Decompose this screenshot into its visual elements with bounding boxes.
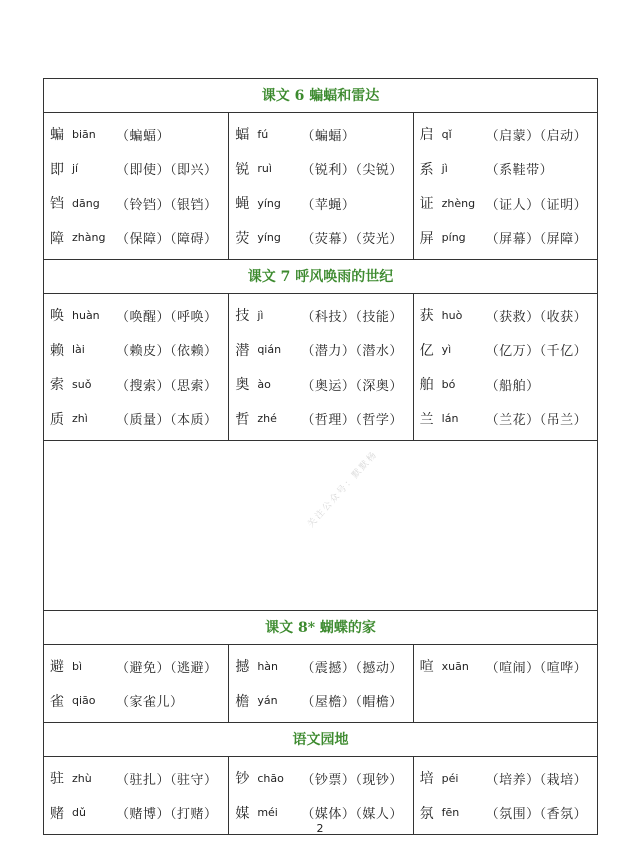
character: 哲 (235, 411, 250, 428)
pinyin: zhàng (72, 231, 106, 245)
example-words: （蝙蝠） (116, 128, 171, 144)
column (44, 645, 228, 722)
pinyin: bì (72, 659, 83, 673)
character: 潜 (235, 342, 250, 359)
pinyin: huò (441, 308, 463, 322)
vocab-entry (420, 117, 597, 152)
example-words: （搜索）（思索） (116, 378, 218, 394)
section-title-lesson-6: 课文 6 蝙蝠和雷达 (44, 79, 597, 113)
pinyin: qián (257, 343, 282, 357)
vocab-entry (235, 649, 412, 684)
pinyin: hàn (257, 659, 279, 673)
example-words: （证人）（证明） (485, 197, 588, 213)
vocab-entry (420, 221, 597, 256)
vocab-entry (235, 152, 412, 187)
pinyin: ruì (257, 162, 272, 176)
vocab-entry (235, 221, 412, 256)
pinyin: lán (441, 412, 459, 426)
character: 雀 (50, 693, 64, 710)
section-title-language-garden: 语文园地 (44, 723, 597, 757)
page-number: 2 (316, 822, 324, 835)
character: 舶 (419, 377, 434, 394)
character: 障 (50, 230, 64, 247)
column (44, 113, 228, 259)
example-words: （震撼）（撼动） (301, 660, 403, 676)
section-title-lesson-8: 课文 8* 蝴蝶的家 (44, 611, 597, 645)
example-words: （喧闹）（喧哗） (485, 660, 588, 676)
example-words: （获救）（收获） (485, 309, 588, 325)
pinyin: píng (441, 231, 466, 245)
blank-area (44, 441, 597, 611)
character: 获 (419, 308, 434, 325)
vocab-entry (50, 152, 228, 187)
pinyin: bó (441, 377, 456, 391)
pinyin: qǐ (441, 127, 452, 141)
character: 喧 (419, 659, 434, 676)
character: 证 (419, 196, 434, 213)
character: 氛 (419, 805, 434, 822)
example-words: （苹蝇） (301, 197, 356, 213)
column (413, 113, 597, 259)
vocab-entry (50, 684, 228, 719)
example-words: （钞票）（现钞） (301, 772, 403, 788)
pinyin: péi (441, 771, 459, 785)
section-lesson-7-grid (44, 294, 597, 441)
pinyin: zhù (72, 771, 92, 785)
example-words: （质量）（本质） (116, 413, 218, 429)
pinyin: jì (441, 162, 448, 176)
example-words: （保障）（障碍） (116, 232, 218, 248)
vocab-entry (420, 186, 597, 221)
pinyin: yíng (257, 196, 281, 210)
pinyin: zhé (257, 412, 277, 426)
character: 系 (419, 161, 434, 178)
column (228, 645, 412, 722)
character: 檐 (235, 693, 250, 710)
example-words: （驻扎）（驻守） (116, 772, 218, 788)
pinyin: dāng (72, 196, 100, 210)
character: 质 (50, 411, 64, 428)
character: 锐 (235, 161, 250, 178)
example-words: （即使）（即兴） (116, 163, 218, 179)
watermark: 关注公众号：默默杨 (306, 449, 380, 530)
example-words: （培养）（栽培） (485, 772, 588, 788)
vocab-entry (235, 298, 412, 333)
vocab-entry (235, 684, 412, 719)
pinyin: huàn (72, 308, 100, 322)
example-words: （唤醒）（呼唤） (116, 309, 218, 325)
section-title-lesson-7: 课文 7 呼风唤雨的世纪 (44, 260, 597, 294)
example-words: （避免）（逃避） (116, 660, 218, 676)
character: 培 (419, 771, 434, 788)
section-lesson-6-grid (44, 113, 597, 260)
example-words: （哲理）（哲学） (301, 413, 403, 429)
vocab-entry (420, 402, 597, 437)
example-words: （科技）（技能） (301, 309, 403, 325)
character: 避 (50, 659, 64, 676)
pinyin: yán (257, 694, 278, 708)
character: 媒 (235, 805, 250, 822)
pinyin: xuān (441, 659, 469, 673)
example-words: （启蒙）（启动） (485, 128, 588, 144)
column (413, 294, 597, 440)
column (413, 645, 597, 722)
character: 兰 (419, 411, 434, 428)
example-words: （媒体）（媒人） (301, 807, 403, 823)
character: 蝙 (50, 127, 64, 144)
pinyin: biān (72, 127, 96, 141)
vocab-entry (420, 367, 597, 402)
example-words: （屏幕）（屏障） (485, 232, 588, 248)
example-words: （赖皮）（依赖） (116, 344, 218, 360)
pinyin: yíng (257, 231, 281, 245)
pinyin: fú (257, 127, 269, 141)
character: 唤 (50, 308, 64, 325)
pinyin: lài (72, 343, 85, 357)
character: 屏 (419, 230, 434, 247)
vocab-entry (235, 367, 412, 402)
example-words: （屋檐）（帽檐） (301, 695, 403, 711)
character: 技 (235, 308, 250, 325)
pinyin: méi (257, 806, 278, 820)
vocab-entry (235, 117, 412, 152)
character: 亿 (419, 342, 434, 359)
vocab-entry (420, 649, 597, 684)
vocab-entry (50, 761, 228, 796)
character: 索 (50, 377, 64, 394)
character: 撼 (235, 659, 250, 676)
example-words: （奥运）（深奥） (301, 378, 403, 394)
example-words: （铃铛）（银铛） (116, 197, 218, 213)
character: 赖 (50, 342, 64, 359)
example-words: （家雀儿） (116, 695, 184, 711)
vocab-entry (420, 761, 597, 796)
example-words: （潜力）（潜水） (301, 344, 403, 360)
example-words: （赌博）（打赌） (116, 807, 218, 823)
column (44, 294, 228, 440)
pinyin: jí (72, 162, 79, 176)
character: 蝠 (235, 127, 250, 144)
character: 赌 (50, 805, 64, 822)
pinyin: zhèng (441, 196, 476, 210)
example-words: （兰花）（吊兰） (485, 413, 588, 429)
vocab-entry (420, 152, 597, 187)
vocab-entry (50, 221, 228, 256)
column (228, 113, 412, 259)
pinyin: qiāo (72, 694, 96, 708)
pinyin: dǔ (72, 806, 86, 820)
vocab-entry (50, 186, 228, 221)
example-words: （锐利）（尖锐） (301, 163, 403, 179)
example-words: （系鞋带） (485, 163, 554, 179)
character: 启 (419, 127, 434, 144)
vocab-entry (235, 761, 412, 796)
character: 蝇 (235, 196, 250, 213)
pinyin: fēn (441, 806, 460, 820)
example-words: （亿万）（千亿） (485, 344, 588, 360)
vocab-entry (50, 649, 228, 684)
pinyin: jì (257, 308, 264, 322)
pinyin: yì (441, 343, 452, 357)
vocab-entry (420, 298, 597, 333)
column (228, 294, 412, 440)
character: 奥 (235, 377, 250, 394)
section-lesson-8-grid (44, 645, 597, 723)
character: 即 (50, 161, 64, 178)
character: 钞 (235, 771, 250, 788)
pinyin: ào (257, 377, 271, 391)
vocab-entry (50, 117, 228, 152)
example-words: （船舶） (485, 378, 540, 394)
pinyin: suǒ (72, 377, 92, 391)
character: 荧 (235, 230, 250, 247)
vocab-entry (50, 367, 228, 402)
vocab-entry (50, 402, 228, 437)
character: 驻 (50, 771, 64, 788)
vocabulary-table (43, 78, 598, 835)
example-words: （蝙蝠） (301, 128, 356, 144)
character: 铛 (50, 196, 64, 213)
vocab-entry (420, 333, 597, 368)
vocab-entry (235, 186, 412, 221)
vocab-entry (50, 333, 228, 368)
pinyin: chāo (257, 771, 284, 785)
pinyin: zhì (72, 412, 88, 426)
vocab-entry (235, 402, 412, 437)
example-words: （氛围）（香氛） (485, 807, 588, 823)
vocab-entry (50, 298, 228, 333)
vocab-entry (235, 333, 412, 368)
example-words: （荧幕）（荧光） (301, 232, 403, 248)
